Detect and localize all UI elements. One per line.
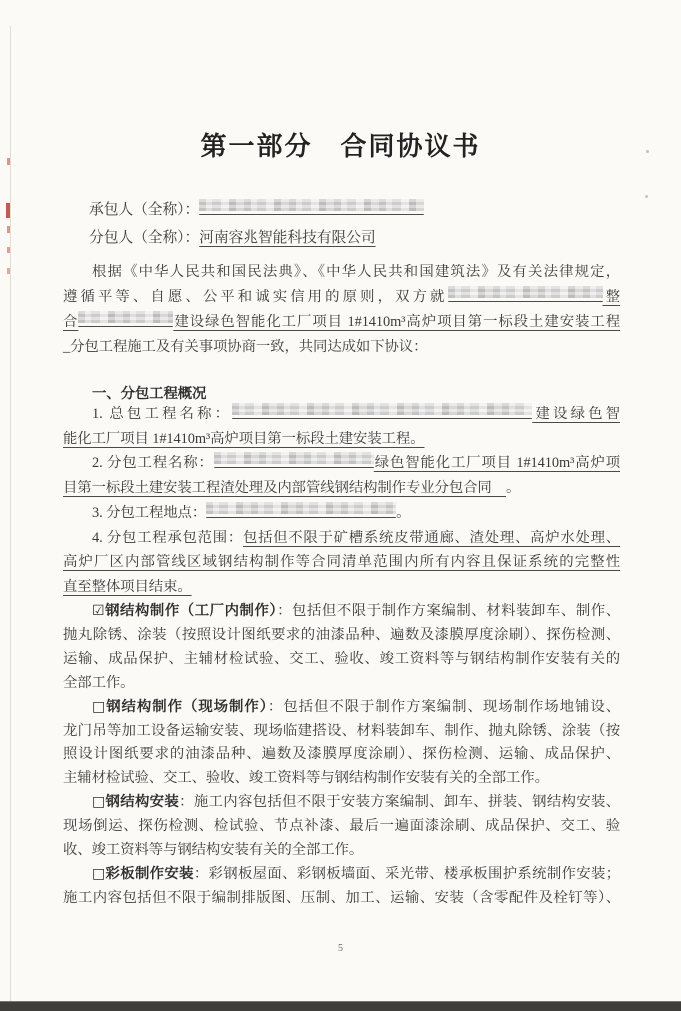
text-line — [63, 427, 620, 452]
text-line — [63, 476, 620, 501]
text-line — [63, 815, 620, 839]
checkbox-empty-icon: □ — [92, 865, 106, 882]
text-segment: 包括但不限于矿槽系统皮带通廊、渣处理、高炉水处理、 — [242, 529, 620, 546]
text-segment: 合 — [63, 313, 79, 330]
red-annotation-mark — [7, 226, 10, 233]
text-segment: 收、竣工资料等与钢结构安装有关的全部工作。 — [63, 842, 364, 859]
text-segment: 主辅材检试验、交工、验收、竣工资料等与钢结构制作安装有关的全部工作。 — [63, 770, 549, 787]
text-line — [63, 767, 620, 791]
project-owner-redacted — [448, 286, 603, 302]
text-segment: 。 — [396, 504, 411, 521]
text-line — [63, 575, 620, 600]
text-segment: 抛丸除锈、涂装（按照设计图纸要求的油漆品种、遍数及漆膜厚度涂刷）、探伤检测、 — [63, 626, 620, 643]
project-owner-redacted — [78, 311, 173, 327]
text-segment: _分包工程施工及有关事项协商一致，共同达成如下协议： — [63, 338, 428, 355]
text-line — [63, 402, 620, 427]
scope-panel-installation-label: 彩板制作安装 — [105, 865, 194, 882]
text-segment: 根据《中华人民共和国民法典》、《中华人民共和国建筑法》及有关法律规定， — [92, 264, 620, 280]
text-segment: 3. 分包工程地点： — [92, 504, 207, 521]
scope-steel-installation-label: 钢结构安装 — [105, 794, 180, 811]
text-line — [63, 720, 620, 744]
checkbox-empty-icon: □ — [92, 698, 107, 715]
text-line — [89, 196, 620, 224]
text-line — [63, 260, 620, 285]
text-segment: 目第一标段土建安装工程渣处理及内部管线钢结构制作专业分包合同 — [63, 480, 507, 497]
red-annotation-mark — [7, 247, 10, 253]
text-line — [63, 887, 620, 911]
text-segment: 遵循平等、自愿、公平和诚实信用的原则，双方就 — [63, 288, 448, 305]
contractor-name-redacted — [199, 199, 424, 215]
text-segment: 4. 分包工程承包范围： — [92, 529, 243, 546]
text-line — [63, 839, 620, 863]
scope-factory-fabrication-label: 钢结构制作（工厂内制作） — [104, 603, 278, 619]
text-segment: 全部工作。 — [63, 674, 135, 691]
text-line — [63, 672, 620, 696]
project-location-redacted — [206, 502, 396, 518]
text-line — [63, 310, 620, 335]
text-segment: ：彩钢板屋面、彩钢板墙面、采光带、楼承板围护系统制作安装； — [193, 865, 620, 882]
intro-paragraph — [63, 260, 620, 360]
text-line — [63, 451, 620, 476]
subcontractor-label: 分包人（全称）： — [89, 230, 200, 246]
parties-block — [89, 196, 620, 252]
text-segment: 施工内容包括但不限于编制排版图、压制、加工、运输、安装（含零配件及栓钉等）、 — [63, 889, 620, 906]
text-line — [63, 600, 620, 624]
text-segment: 。 — [506, 480, 521, 497]
text-line — [63, 526, 620, 551]
checkbox-checked-icon: ☑ — [92, 603, 105, 619]
text-segment: 能化工厂项目 1#1410m³高炉项目第一标段土建安装工程。 — [63, 430, 425, 447]
subcontract-name-redacted — [214, 452, 374, 468]
scan-speck — [645, 195, 648, 198]
text-segment: 建设绿色智能化工厂项目 1#1410m³高炉项目第一标段土建安装工程 — [173, 313, 620, 330]
scan-edge-line — [10, 26, 11, 1001]
text-segment: 建设绿色智 — [532, 406, 620, 422]
text-line — [63, 648, 620, 672]
text-segment: 龙门吊等加工设备运输安装、现场临建搭设、材料装卸车、制作、抛丸除锈、涂装（按 — [63, 722, 620, 739]
text-segment: 2. 分包工程名称： — [92, 455, 214, 472]
text-line — [89, 224, 620, 252]
text-line — [63, 285, 620, 310]
scope-checkbox-paragraphs — [63, 600, 620, 911]
numbered-items — [63, 402, 620, 600]
red-annotation-mark — [7, 268, 10, 274]
text-segment: 高炉厂区内部管线区域钢结构制作等合同清单范围内所有内容且保证系统的完整性 — [63, 554, 620, 571]
general-contract-name-redacted — [232, 403, 532, 419]
text-segment: 现场倒运、探伤检测、检试验、节点补漆、最后一遍面漆涂刷、成品保护、交工、验 — [63, 818, 620, 835]
text-line — [63, 501, 620, 526]
text-segment: 绿色智能化工厂项目 1#1410m³高炉项 — [373, 455, 620, 472]
text-segment: 运输、成品保护、主辅材检试验、交工、验收、竣工资料等与钢结构制作安装有关的 — [63, 650, 620, 667]
scan-bottom-edge-bar — [0, 1001, 681, 1011]
checkbox-empty-icon: □ — [92, 794, 106, 811]
text-segment: 整 — [602, 288, 620, 305]
subcontractor-name: 河南容兆智能科技有限公司 — [199, 230, 376, 246]
text-line — [63, 335, 620, 360]
text-segment: ：施工内容包括但不限于安装方案编制、卸车、拼装、钢结构安装、 — [179, 794, 620, 811]
contractor-label: 承包人（全称）： — [89, 202, 200, 218]
text-line — [63, 863, 620, 887]
text-line — [63, 791, 620, 815]
text-line — [63, 696, 620, 720]
text-segment: ：包括但不限于制作方案编制、现场制作场地铺设、 — [267, 698, 620, 715]
text-segment: ：包括但不限于制作方案编制、材料装卸车、制作、 — [277, 603, 620, 619]
scope-site-fabrication-label: 钢结构制作（现场制作） — [106, 698, 268, 715]
page-title: 第一部分 合同协议书 — [200, 132, 481, 161]
text-line — [63, 550, 620, 575]
page-number: 5 — [338, 943, 343, 954]
red-annotation-mark — [6, 203, 10, 218]
section-1-title: 一、分包工程概况 — [92, 386, 207, 402]
text-segment: 照设计图纸要求的油漆品种、遍数及漆膜厚度涂刷）、探伤检测、运输、成品保护、 — [63, 746, 620, 763]
text-line — [63, 624, 620, 648]
text-line — [63, 743, 620, 767]
text-segment: 直至整体项目结束。 — [63, 578, 192, 595]
text-segment: 1. 总包工程名称： — [92, 406, 233, 422]
